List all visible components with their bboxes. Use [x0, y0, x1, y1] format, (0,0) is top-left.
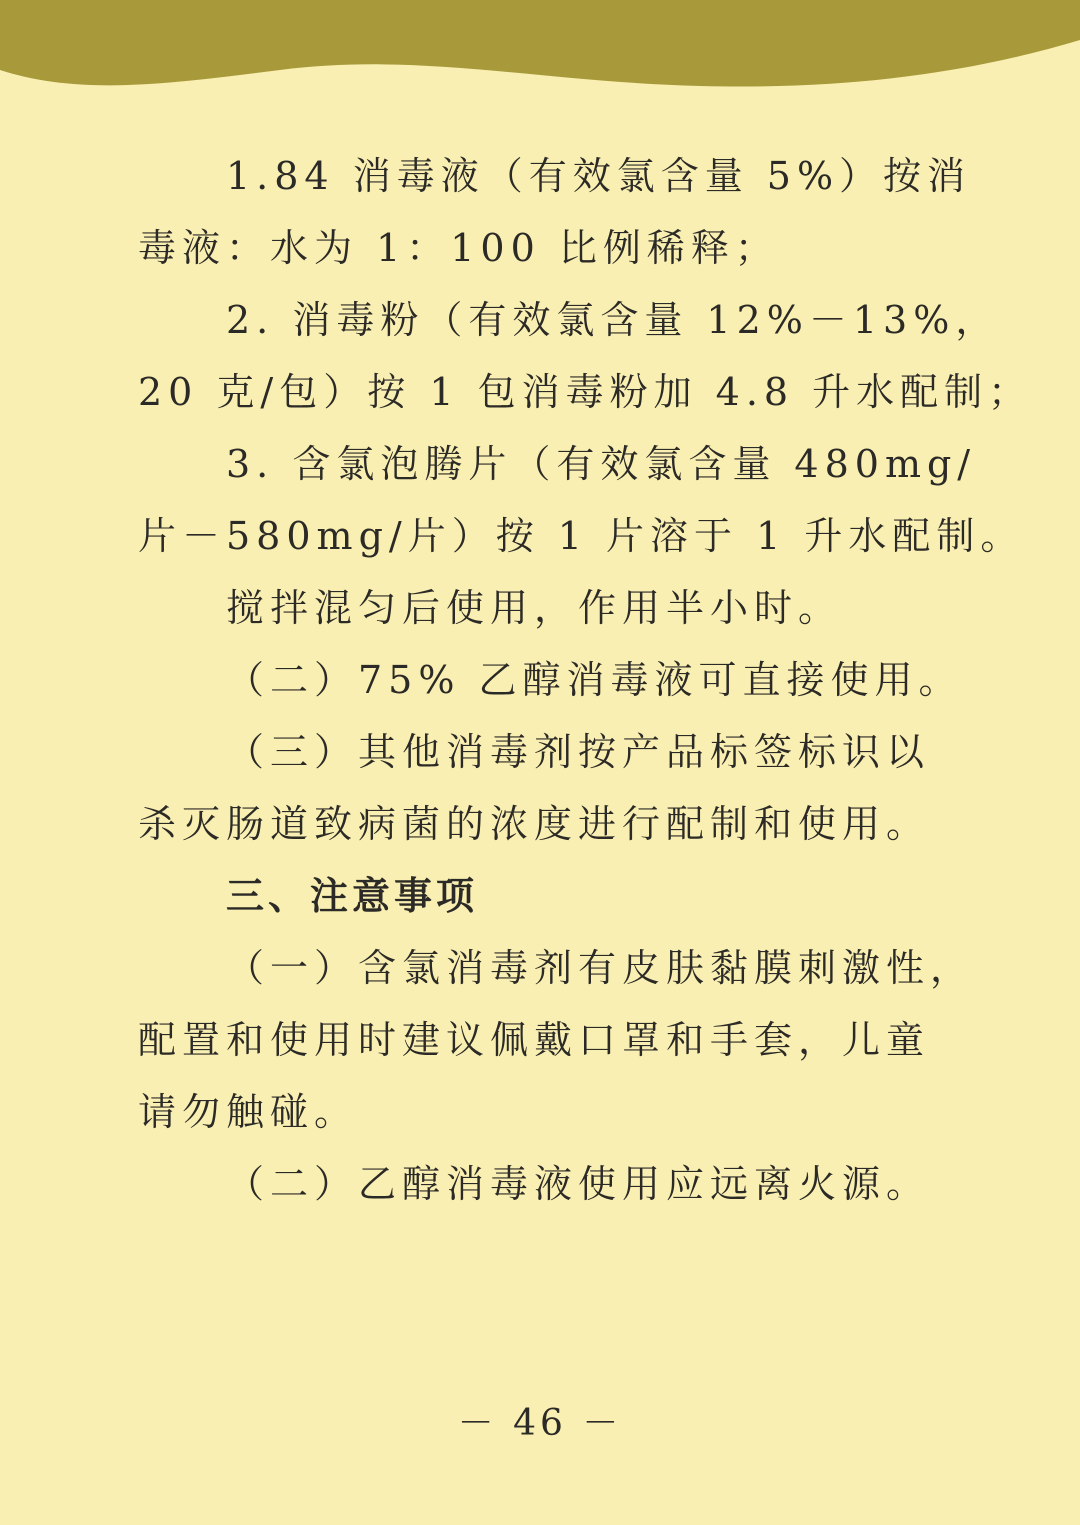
paragraph-line-10: 杀灭肠道致病菌的浓度进行配制和使用。	[138, 802, 931, 846]
paragraph-line-15: （二）乙醇消毒液使用应远离火源。	[226, 1162, 931, 1206]
paragraph-line-2: 毒液：水为 1：100 比例稀释；	[138, 226, 779, 270]
paragraph-line-12: （一）含氯消毒剂有皮肤黏膜刺激性，	[226, 946, 975, 990]
paragraph-line-1: 1.84 消毒液（有效氯含量 5%）按消	[226, 154, 972, 198]
paragraph-line-7: 搅拌混匀后使用，作用半小时。	[226, 586, 843, 630]
header-wave-decoration	[0, 0, 1080, 120]
paragraph-line-9: （三）其他消毒剂按产品标签标识以	[226, 730, 931, 774]
section-heading: 三、注意事项	[226, 874, 479, 918]
paragraph-line-4: 20 克/包）按 1 包消毒粉加 4.8 升水配制；	[138, 370, 1033, 414]
paragraph-line-5: 3. 含氯泡腾片（有效氯含量 480mg/	[226, 442, 977, 486]
paragraph-line-8: （二）75% 乙醇消毒液可直接使用。	[226, 658, 963, 702]
paragraph-line-3: 2. 消毒粉（有效氯含量 12%－13%，	[226, 298, 1000, 342]
paragraph-line-13: 配置和使用时建议佩戴口罩和手套，儿童	[138, 1018, 931, 1062]
paragraph-line-6: 片－580mg/片）按 1 片溶于 1 升水配制。	[138, 514, 1025, 558]
page-number: － 46 －	[457, 1403, 623, 1444]
paragraph-line-14: 请勿触碰。	[138, 1090, 359, 1134]
header-wave-shape	[0, 0, 1080, 87]
